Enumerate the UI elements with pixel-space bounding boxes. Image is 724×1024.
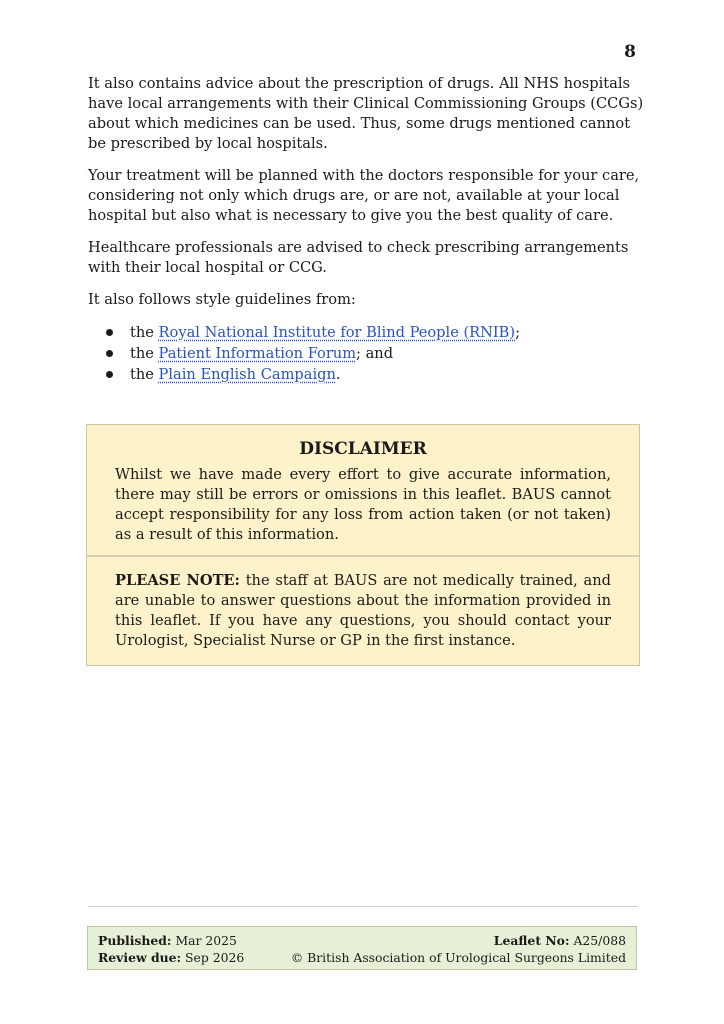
paragraph-professionals: Healthcare professionals are advised to check prescribing arrangements with their local hospital or CCG. bbox=[88, 239, 629, 276]
page-number: 8 bbox=[624, 42, 636, 62]
published-label: Published: bbox=[98, 933, 172, 948]
list-item-prefix: the bbox=[130, 345, 159, 362]
list-item-prefix: the bbox=[130, 366, 159, 383]
published-date: Mar 2025 bbox=[171, 933, 237, 948]
disclaimer-text: Whilst we have made every effort to give accurate information, there may still be errors or omissions in this leaflet. BAUS cannot accept responsibility for any loss from action taken (or not taken) as a result of this information. bbox=[115, 466, 611, 543]
disclaimer-title: DISCLAIMER bbox=[299, 439, 427, 459]
please-note-section bbox=[87, 557, 639, 665]
footer-leaflet-info bbox=[291, 932, 626, 966]
paragraph-drugs: It also contains advice about the prescription of drugs. All NHS hospitals have local arrangements with their Clinical Commissioning Groups (CCGs) about which medicines can be used. Thus, some drugs mentioned cannot be prescribed by local hospitals. bbox=[88, 75, 644, 152]
please-note-text bbox=[115, 571, 611, 651]
footer-divider bbox=[88, 906, 638, 907]
rnib-link[interactable]: Royal National Institute for Blind People (RNIB) bbox=[158, 324, 516, 341]
footer-dates bbox=[98, 932, 244, 966]
review-date: Sep 2026 bbox=[181, 950, 245, 965]
leaflet-number: A25/088 bbox=[569, 933, 626, 948]
review-label: Review due: bbox=[98, 950, 182, 965]
please-note-label: PLEASE NOTE: bbox=[115, 572, 240, 589]
disclaimer-section bbox=[87, 425, 639, 557]
paragraph-treatment: Your treatment will be planned with the doctors responsible for your care, considering not only which drugs are, or are not, available at your local hospital but also what is necessary to give you the best quality of care. bbox=[88, 167, 640, 224]
list-item bbox=[104, 364, 644, 385]
leaflet-number-label: Leaflet No: bbox=[493, 933, 570, 948]
list-item-suffix: . bbox=[335, 366, 341, 383]
paragraph-guidelines-intro: It also follows style guidelines from: bbox=[88, 291, 356, 308]
list-item-suffix: ; bbox=[515, 324, 521, 341]
disclaimer-box bbox=[86, 424, 640, 666]
list-item bbox=[104, 322, 644, 343]
main-content bbox=[88, 74, 644, 385]
list-item bbox=[104, 343, 644, 364]
list-item-suffix: ; and bbox=[356, 345, 394, 362]
list-item-prefix: the bbox=[130, 324, 159, 341]
guidelines-list bbox=[88, 322, 644, 385]
footer bbox=[87, 926, 637, 970]
plain-english-campaign-link[interactable]: Plain English Campaign bbox=[158, 366, 336, 383]
please-note-body: the staff at BAUS are not medically trained, and are unable to answer questions about the information provided in this leaflet. If you have any questions, you should contact your Urologist, Specialist Nurse or GP in the first instance. bbox=[115, 572, 611, 649]
patient-information-forum-link[interactable]: Patient Information Forum bbox=[158, 345, 357, 362]
copyright: © British Association of Urological Surgeons Limited bbox=[290, 950, 626, 965]
